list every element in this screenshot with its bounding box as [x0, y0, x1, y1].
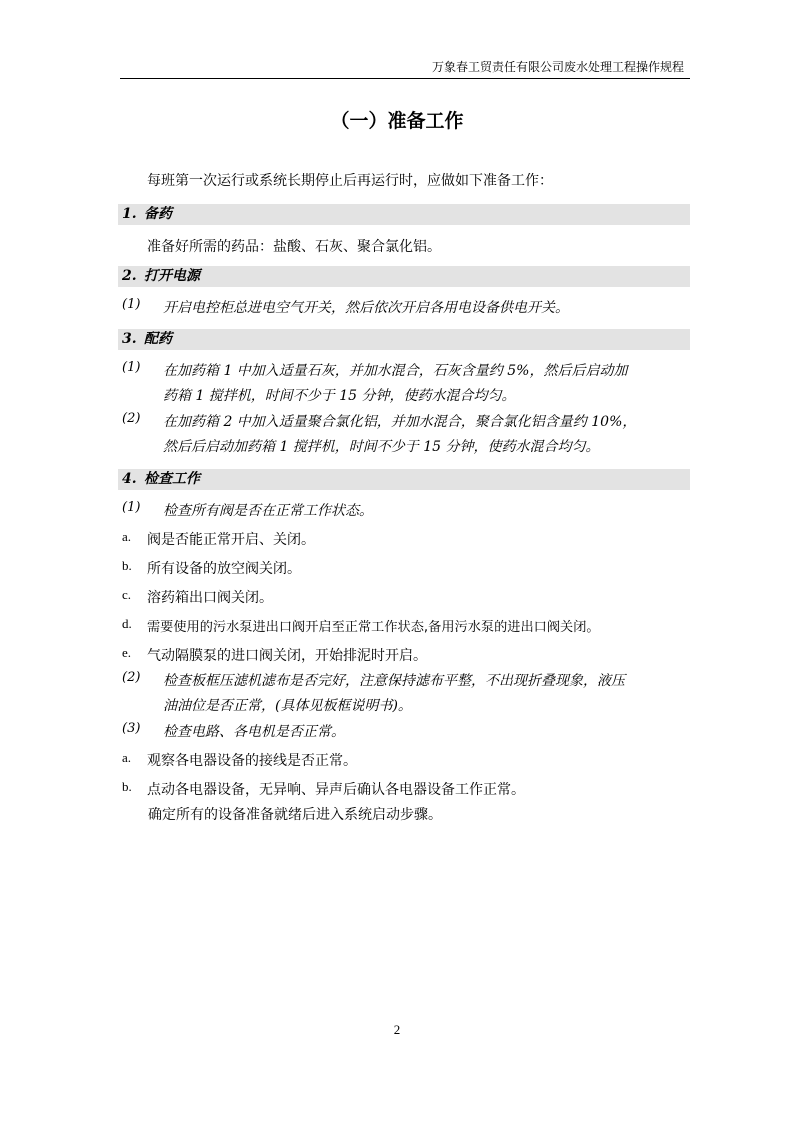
- list-marker: (1): [122, 500, 141, 515]
- line-text: 准备好所需的药品：盐酸、石灰、聚合氯化铝。: [147, 239, 441, 255]
- line-text: 检查电路、各电机是否正常。: [163, 724, 345, 740]
- list-marker: (1): [122, 297, 141, 312]
- page-number: 2: [393, 1022, 401, 1037]
- section-title: 配药: [144, 331, 172, 347]
- line-text: 所有设备的放空阀关闭。: [147, 561, 301, 577]
- intro-paragraph: 每班第一次运行或系统长期停止后再运行时，应做如下准备工作：: [147, 173, 553, 189]
- closing-line: [148, 804, 442, 824]
- section-heading-3: [118, 329, 690, 350]
- section-heading-1: [118, 204, 690, 225]
- section-number: 4.: [122, 471, 137, 487]
- line-text: 确定所有的设备准备就绪后进入系统启动步骤。: [148, 807, 442, 823]
- line-text: 开启电控柜总进电空气开关，然后依次开启各用电设备供电开关。: [163, 300, 569, 316]
- line-text: 检查板框压滤机滤布是否完好，注意保持滤布平整，不出现折叠现象，液压: [163, 673, 625, 689]
- list-marker: c.: [122, 587, 132, 602]
- list-marker: b.: [122, 779, 132, 794]
- header-title: 万象春工贸责任有限公司废水处理工程操作规程: [431, 60, 684, 74]
- list-marker: b.: [122, 558, 132, 573]
- line-text: 在加药箱 2 中加入适量聚合氯化铝，并加水混合，聚合氯化铝含量约 10%，: [163, 414, 637, 430]
- body-line: [147, 236, 441, 256]
- section-heading-4: [118, 469, 690, 490]
- line-text: 在加药箱 1 中加入适量石灰，并加水混合，石灰含量约 5%，然后后启动加: [163, 363, 628, 379]
- line-text: 溶药箱出口阀关闭。: [147, 590, 273, 606]
- line-text: 需要使用的污水泵进出口阀开启至正常工作状态,备用污水泵的进出口阀关闭。: [147, 620, 600, 635]
- line-text: 阀是否能正常开启、关闭。: [147, 532, 315, 548]
- section-title: 检查工作: [144, 471, 200, 487]
- list-marker: (2): [122, 670, 141, 685]
- line-text: 气动隔膜泵的进口阀关闭，开始排泥时开启。: [147, 648, 427, 664]
- line-text: 检查所有阀是否在正常工作状态。: [163, 503, 373, 519]
- list-marker: e.: [122, 645, 132, 660]
- list-marker: a.: [122, 750, 132, 765]
- section-number: 1.: [122, 206, 137, 222]
- section-heading-2: [118, 266, 690, 287]
- list-marker: (3): [122, 721, 141, 736]
- list-marker: d.: [122, 616, 132, 631]
- page-title: （一）准备工作: [330, 110, 464, 132]
- line-text: 观察各电器设备的接线是否正常。: [147, 753, 357, 769]
- line-text: 油油位是否正常，(具体见板框说明书)。: [163, 698, 412, 714]
- line-text: 然后后启动加药箱 1 搅拌机，时间不少于 15 分钟，使药水混合均匀。: [163, 439, 600, 455]
- section-title: 备药: [144, 206, 172, 222]
- section-title: 打开电源: [144, 268, 200, 284]
- line-text: 药箱 1 搅拌机，时间不少于 15 分钟，使药水混合均匀。: [163, 388, 516, 404]
- section-number: 3.: [122, 331, 137, 347]
- page-header: [120, 50, 690, 79]
- list-marker: (1): [122, 360, 141, 375]
- list-marker: (2): [122, 411, 141, 426]
- list-marker: a.: [122, 529, 132, 544]
- section-number: 2.: [122, 268, 137, 284]
- line-text: 点动各电器设备，无异响、异声后确认各电器设备工作正常。: [147, 782, 525, 798]
